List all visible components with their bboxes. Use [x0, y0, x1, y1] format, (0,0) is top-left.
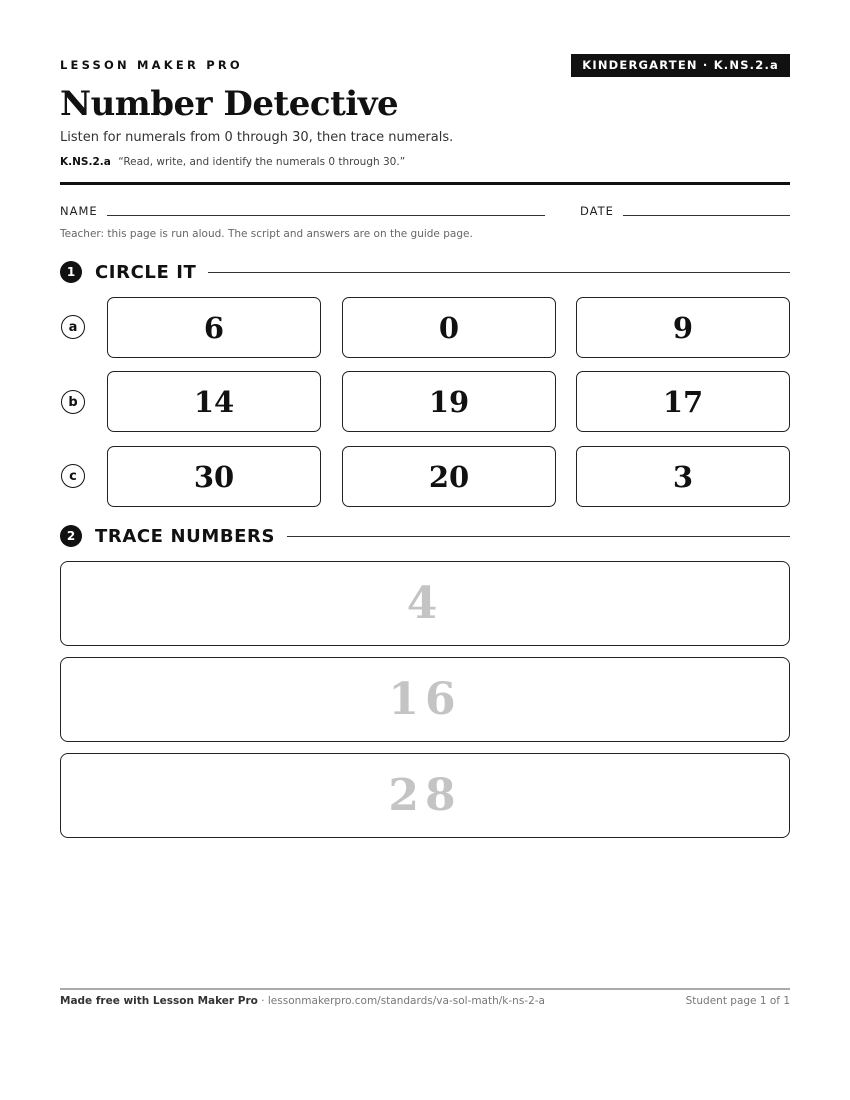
footer-page-number: Student page 1 of 1: [685, 995, 790, 1007]
row-label-a: a: [61, 315, 85, 339]
section-number-badge: 2: [60, 525, 82, 547]
name-label: NAME: [60, 204, 98, 218]
standard-line: [60, 156, 405, 168]
number-choice-box[interactable]: 9: [576, 297, 790, 358]
date-field[interactable]: [623, 215, 790, 216]
standard-code: K.NS.2.a: [60, 156, 111, 168]
teacher-note: Teacher: this page is run aloud. The script and answers are on the guide page.: [60, 228, 473, 240]
number-choice-box[interactable]: 0: [342, 297, 556, 358]
number-choice-box[interactable]: 14: [107, 371, 321, 432]
standard-text: “Read, write, and identify the numerals 0 through 30.”: [118, 156, 406, 168]
grade-badge: KINDERGARTEN · K.NS.2.a: [571, 54, 790, 77]
row-label-c: c: [61, 464, 85, 488]
number-choice-box[interactable]: 6: [107, 297, 321, 358]
trace-number-box[interactable]: 4: [60, 561, 790, 646]
trace-number-box[interactable]: 28: [60, 753, 790, 838]
number-choice-box[interactable]: 30: [107, 446, 321, 507]
header-divider: [60, 182, 790, 185]
section-trace-numbers-header: [60, 524, 790, 548]
section-divider: [287, 536, 790, 537]
page-title: Number Detective: [60, 84, 399, 124]
section-divider: [208, 272, 790, 273]
footer-url-link[interactable]: · lessonmakerpro.com/standards/va-sol-math/k-ns-2-a: [261, 995, 545, 1007]
number-choice-box[interactable]: 19: [342, 371, 556, 432]
section-title: CIRCLE IT: [95, 261, 197, 283]
footer-made-with: Made free with Lesson Maker Pro: [60, 995, 258, 1007]
date-label: DATE: [580, 204, 614, 218]
footer-credit: [60, 995, 545, 1007]
number-choice-box[interactable]: 3: [576, 446, 790, 507]
section-title: TRACE NUMBERS: [95, 525, 276, 547]
row-label-b: b: [61, 390, 85, 414]
page-subtitle: Listen for numerals from 0 through 30, then trace numerals.: [60, 130, 454, 145]
brand-name: LESSON MAKER PRO: [60, 58, 243, 72]
number-choice-box[interactable]: 20: [342, 446, 556, 507]
name-field[interactable]: [107, 215, 545, 216]
section-circle-it-header: [60, 260, 790, 284]
trace-number-box[interactable]: 16: [60, 657, 790, 742]
section-number-badge: 1: [60, 261, 82, 283]
footer-divider: [60, 988, 790, 990]
number-choice-box[interactable]: 17: [576, 371, 790, 432]
